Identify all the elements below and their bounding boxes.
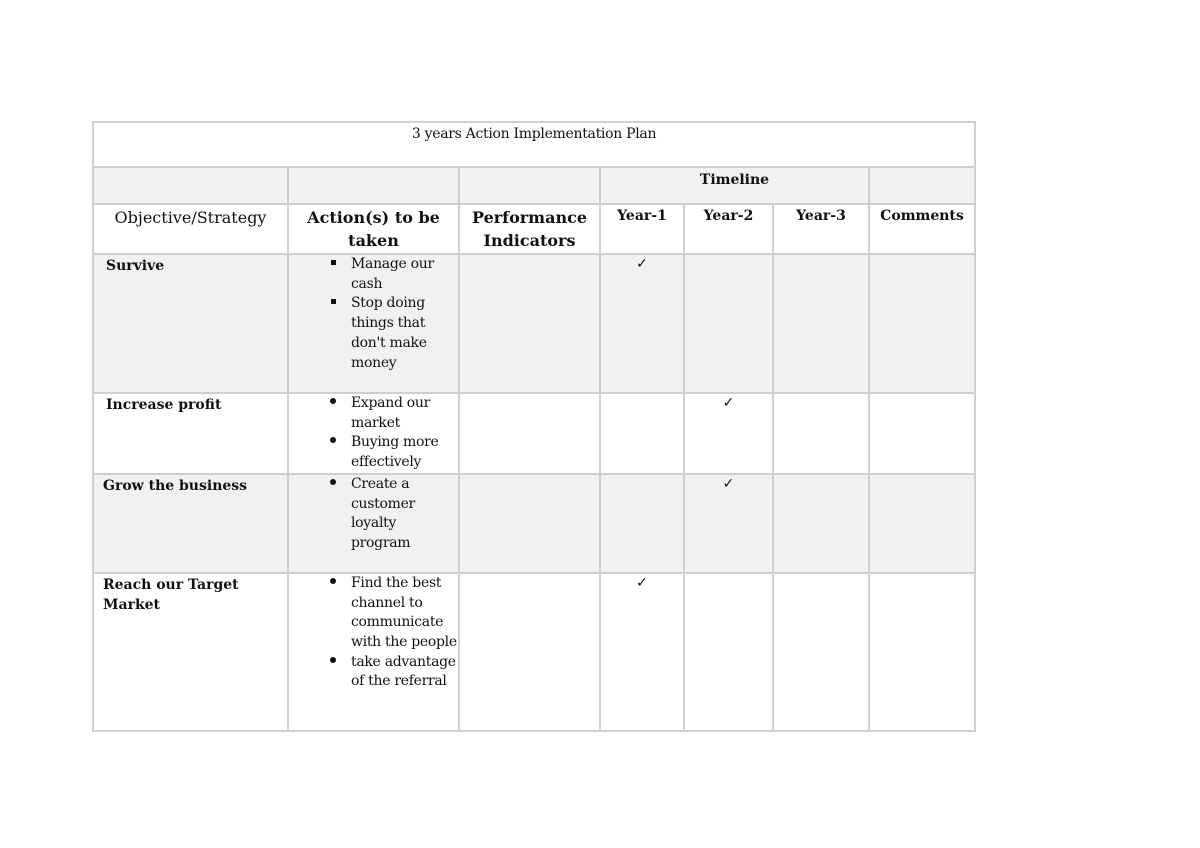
blank-cell	[288, 167, 459, 204]
action-list	[289, 574, 458, 692]
header-year-1: Year-1	[600, 204, 684, 254]
objective-cell: Reach our Target Market	[93, 573, 288, 731]
year-3-cell	[773, 474, 869, 573]
objective-cell: Increase profit	[93, 393, 288, 474]
action-item	[351, 653, 458, 692]
action-list	[289, 475, 458, 554]
year-1-cell	[600, 393, 684, 474]
year-3-cell	[773, 573, 869, 731]
blank-cell	[459, 167, 600, 204]
timeline-band-row	[93, 167, 975, 204]
bullet-icon	[326, 574, 340, 594]
action-item	[351, 433, 458, 472]
table-row	[93, 474, 975, 573]
action-text: Manage our cash	[351, 256, 434, 292]
action-text: Buying more effectively	[351, 434, 439, 471]
bullet-icon	[326, 394, 340, 414]
year-2-cell	[684, 474, 773, 573]
year-3-cell	[773, 393, 869, 474]
bullet-icon	[326, 433, 340, 453]
actions-cell	[288, 573, 459, 731]
indicators-cell	[459, 393, 600, 474]
header-year-2: Year-2	[684, 204, 773, 254]
header-year-3: Year-3	[773, 204, 869, 254]
action-text: Expand our market	[351, 395, 430, 431]
actions-cell	[288, 474, 459, 573]
action-list	[289, 394, 458, 473]
action-item	[351, 255, 458, 294]
action-item	[351, 475, 458, 554]
table-row	[93, 254, 975, 393]
blank-cell	[93, 167, 288, 204]
comments-cell	[869, 393, 975, 474]
indicators-cell	[459, 573, 600, 731]
actions-cell	[288, 254, 459, 393]
bullet-icon	[326, 475, 340, 495]
bullet-icon	[326, 294, 340, 314]
year-3-cell	[773, 254, 869, 393]
comments-cell	[869, 474, 975, 573]
action-text: Create a customer loyalty program	[351, 475, 415, 551]
comments-cell	[869, 573, 975, 731]
action-list	[289, 255, 458, 373]
header-indicators: Performance Indicators	[459, 204, 600, 254]
actions-cell	[288, 393, 459, 474]
checkmark-icon: ✓	[636, 574, 648, 591]
year-1-cell	[600, 474, 684, 573]
plan-rows	[93, 254, 975, 731]
action-text: take advantage of the referral	[351, 653, 456, 690]
table-title: 3 years Action Implementation Plan	[93, 122, 975, 167]
action-item	[351, 574, 458, 653]
year-1-cell	[600, 254, 684, 393]
header-objective: Objective/Strategy	[93, 204, 288, 254]
action-item	[351, 394, 458, 433]
action-text: Stop doing things that don't make money	[351, 295, 427, 371]
year-2-cell	[684, 573, 773, 731]
checkmark-icon: ✓	[722, 475, 735, 492]
action-item	[351, 294, 458, 373]
table-row	[93, 573, 975, 731]
year-2-cell	[684, 254, 773, 393]
comments-cell	[869, 254, 975, 393]
year-2-cell	[684, 393, 773, 474]
objective-cell: Survive	[93, 254, 288, 393]
indicators-cell	[459, 474, 600, 573]
bullet-icon	[326, 653, 340, 673]
header-actions: Action(s) to be taken	[288, 204, 459, 254]
objective-cell: Grow the business	[93, 474, 288, 573]
header-comments: Comments	[869, 204, 975, 254]
blank-cell	[869, 167, 975, 204]
bullet-icon	[326, 255, 340, 275]
timeline-header: Timeline	[600, 167, 869, 204]
checkmark-icon: ✓	[636, 256, 648, 272]
action-plan-table	[92, 121, 976, 732]
column-header-row	[93, 204, 975, 254]
table-row	[93, 393, 975, 474]
year-1-cell	[600, 573, 684, 731]
indicators-cell	[459, 254, 600, 393]
checkmark-icon: ✓	[722, 395, 735, 411]
action-text: Find the best channel to communicate with the people	[351, 574, 457, 650]
